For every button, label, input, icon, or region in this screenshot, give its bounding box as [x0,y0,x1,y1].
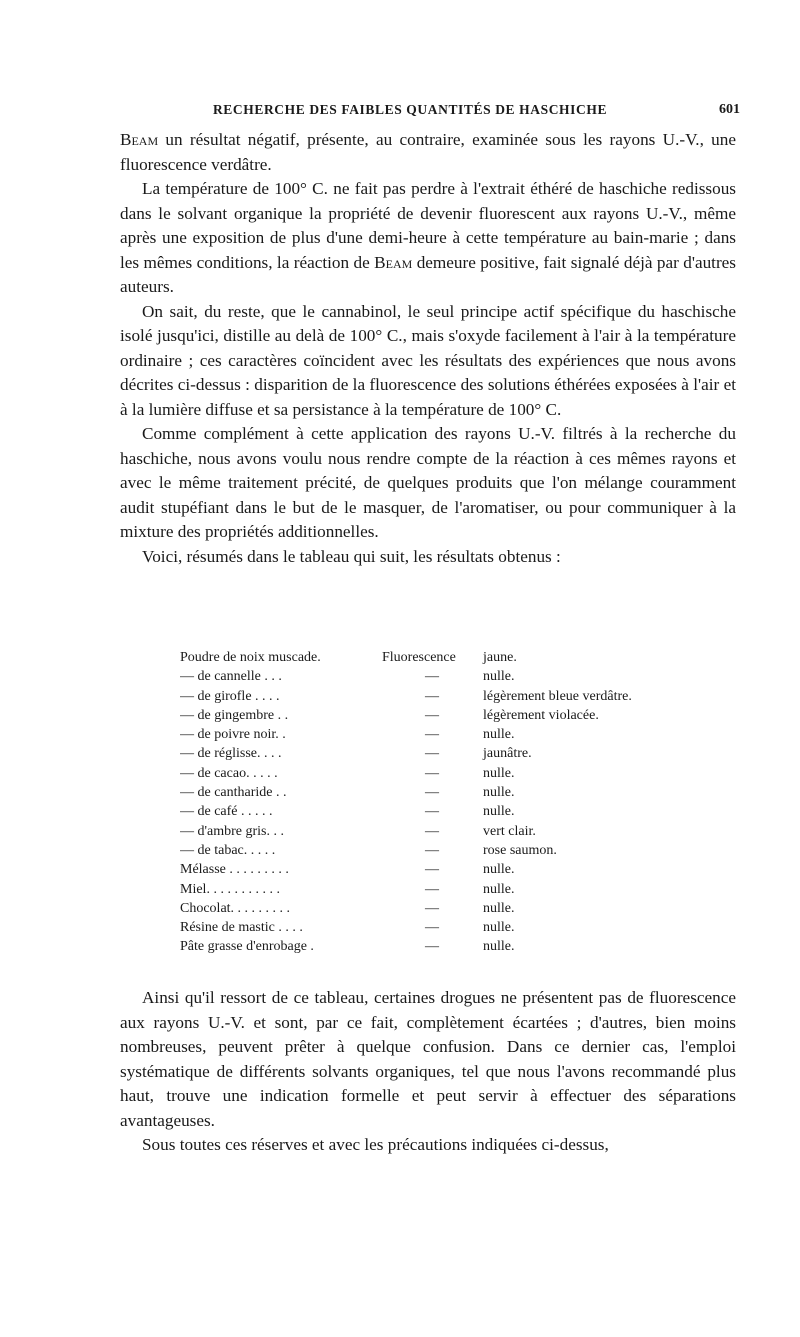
table-cell-dash: — [425,881,439,897]
table-cell-dash: — [425,862,439,878]
paragraph-7: Sous toutes ces réserves et avec les précautions indiquées ci-dessus, [142,1135,609,1154]
table-cell-result: nulle. [483,862,515,878]
table-cell-product: Pâte grasse d'enrobage . [180,939,314,955]
table-cell-product: — de poivre noir. . [180,727,286,743]
table-cell-result: nulle. [483,900,515,916]
table-cell-product: — de réglisse. . . . [180,746,282,762]
table-cell-result: légèrement violacée. [483,707,599,723]
table-row [180,744,740,763]
paragraph-2-post: demeure positive, fait signalé déjà par d'autres auteurs. [120,252,736,296]
table-row [180,860,740,879]
table-cell-dash: — [425,900,439,916]
table-row [180,937,740,956]
table-cell-dash: — [425,727,439,743]
table-cell-product: — de girofle . . . . [180,688,280,704]
table-cell-dash: — [425,920,439,936]
table-cell-result: nulle. [483,785,515,801]
table-cell-dash: — [425,804,439,820]
table-cell-dash: — [425,765,439,781]
paragraph-4: Comme complément à cette application des rayons U.-V. filtrés à la recherche du haschiche, nous avons voulu nous rendre compte de la réaction à ces mêmes rayons et avec le même traitement précité, de quelques produits que l'on mélange couramment audit stupéfiant dans le but de le masquer, de l'aromatiser, ou pour communiquer à la mixture des propriétés additionnelles. [120,424,736,541]
paragraph-6: Ainsi qu'il ressort de ce tableau, certaines drogues ne présentent pas de fluorescence aux rayons U.-V. et sont, par ce fait, complètement écartées ; d'autres, bien moins nombreuses, peuvent prêter à quelque confusion. Dans ce dernier cas, l'emploi systématique de différents solvants organiques, tel que nous l'avons recommandé plus haut, trouve une indication formelle et peut servir à effectuer des séparations avantageuses. [120,988,736,1130]
body-text-bottom [120,986,736,1158]
body-text-top [120,128,736,569]
table-cell-result: nulle. [483,939,515,955]
table-cell-product: Chocolat. . . . . . . . . [180,900,291,916]
table-rows [180,667,740,956]
table-cell-dash: — [425,842,439,858]
table-cell-result: rose saumon. [483,842,557,858]
table-row [180,667,740,686]
table-row [180,764,740,783]
table-cell-result: légèrement bleue verdâtre. [483,688,632,704]
table-row [180,687,740,706]
author-name: Beam [120,130,159,149]
table-cell-product: Résine de mastic . . . . [180,920,303,936]
table-cell-product: — de café . . . . . [180,804,273,820]
table-cell-result: jaunâtre. [483,746,532,762]
table-row [180,880,740,899]
table-cell-dash: — [425,823,439,839]
table-row [180,802,740,821]
table-cell-product: — de tabac. . . . . [180,842,276,858]
table-row [180,706,740,725]
table-cell-result: nulle. [483,881,515,897]
table-cell-result: nulle. [483,669,515,685]
table-cell-dash: — [425,669,439,685]
table-row [180,918,740,937]
table-row [180,725,740,744]
table-cell-dash: — [425,785,439,801]
table-cell-product: — de cannelle . . . [180,669,282,685]
running-title: RECHERCHE DES FAIBLES QUANTITÉS DE HASCHICHE [212,102,608,117]
table-cell-fluorescence-label: Fluorescence [382,650,456,665]
paragraph-5: Voici, résumés dans le tableau qui suit, les résultats obtenus : [142,546,561,566]
paragraph-2-pre: La température de 100° C. ne fait pas perdre à l'extrait éthéré de haschiche redissous dans le solvant organique la propriété de devenir fluorescent aux rayons U.-V., même après une exposition de plus d'une demi-heure à cette température au bain-marie ; dans les mêmes conditions, la réaction de [120,179,736,272]
table-cell-dash: — [425,688,439,704]
table-cell-dash: — [425,939,439,955]
table-cell-result: jaune. [483,650,517,665]
paragraph-1 [120,128,736,177]
author-name: Beam [374,252,413,272]
table-cell-product: Mélasse . . . . . . . . . [180,862,289,878]
table-row [180,899,740,918]
table-cell-dash: — [425,707,439,723]
table-cell-result: nulle. [483,920,515,936]
table-cell-product: — d'ambre gris. . . [180,823,285,839]
table-cell-product: Poudre de noix muscade. [180,650,321,665]
table-cell-result: nulle. [483,804,515,820]
table-row [180,822,740,841]
paragraph-1-text: un résultat négatif, présente, au contraire, examinée sous les rayons U.-V., une fluorescence verdâtre. [120,130,736,174]
results-table [180,648,740,957]
table-cell-result: nulle. [483,765,515,781]
table-cell-product: Miel. . . . . . . . . . . [180,881,280,897]
paragraph-3: On sait, du reste, que le cannabinol, le seul principe actif spécifique du haschische isolé jusqu'ici, distille au delà de 100° C., mais s'oxyde facilement à l'air à la température ordinaire ; ces caractères coïncident avec les résultats des expériences que nous avons décrites ci-dessus : disparition de la fluorescence des solutions éthérées exposées à l'air et à la lumière diffuse et sa persistance à la température de 100° C. [120,301,736,419]
table-cell-product: — de cantharide . . [180,785,287,801]
page-number: 601 [719,102,740,117]
table-row [180,783,740,802]
table-header-row [180,648,740,667]
table-row [180,841,740,860]
table-cell-product: — de cacao. . . . . [180,765,278,781]
table-cell-result: nulle. [483,727,515,743]
table-cell-product: — de gingembre . . [180,707,289,723]
paragraph-2 [120,177,736,300]
table-cell-dash: — [425,746,439,762]
table-cell-result: vert clair. [483,823,536,839]
running-header [120,102,740,124]
